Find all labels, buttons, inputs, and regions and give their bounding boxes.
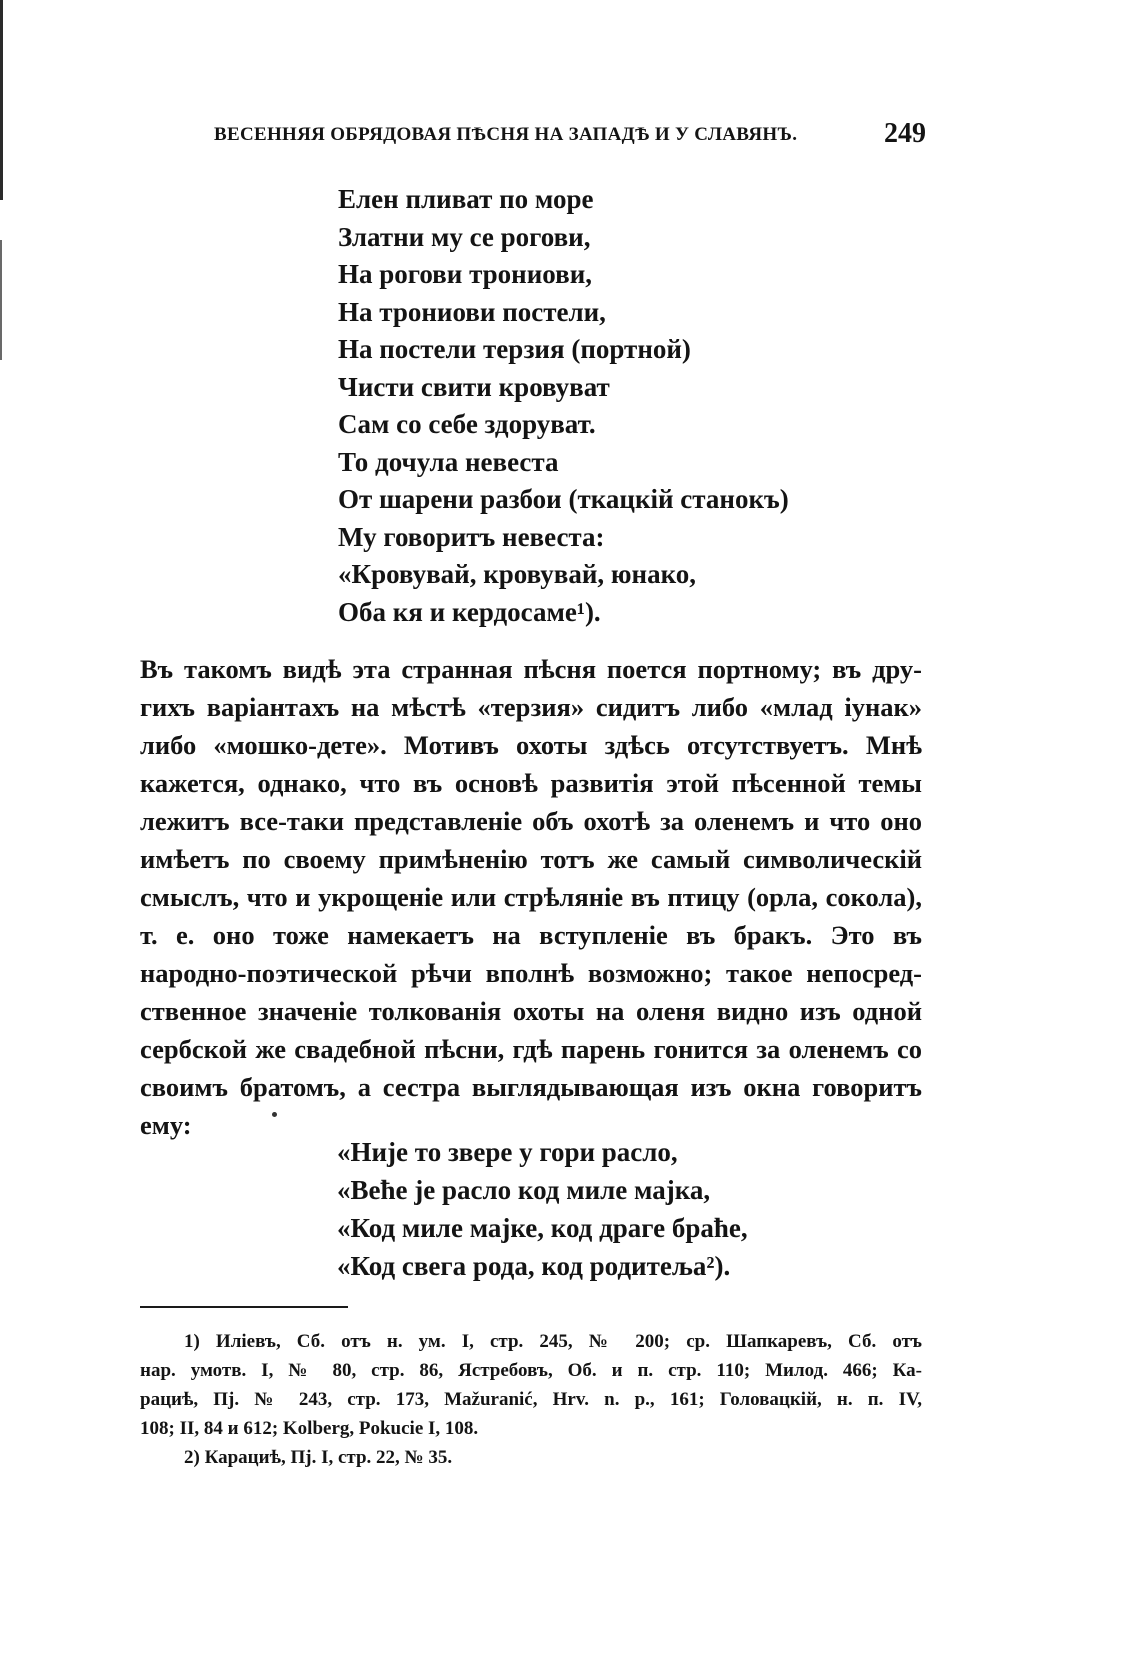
verse-line: «Веће је расло код миле мајка, bbox=[337, 1175, 711, 1205]
verse-line: Му говоритъ невеста: bbox=[338, 521, 605, 552]
verse-line: На рогови трониови, bbox=[338, 259, 593, 289]
verse-line: От шарени разбои (ткацкій станокъ) bbox=[338, 484, 789, 514]
footnote-line: нар. умотв. I, № 80, стр. 86, Ястребовъ, Об. и п. стр. 110; Милод. 466; Ка- bbox=[140, 1360, 922, 1381]
page-edge-mark bbox=[0, 0, 3, 200]
footnote-line: рациѣ, Пј. № 243, стр. 173, Mažuranić, Hrv. n. p., 161; Головацкій, н. п. IV, bbox=[140, 1389, 922, 1410]
paragraph-line: т. е. оно тоже намекаетъ на вступленіе въ бракъ. Это въ bbox=[140, 920, 922, 950]
verse-line: Сам со себе здоруват. bbox=[338, 409, 596, 439]
verse-block-2 bbox=[337, 1133, 748, 1285]
paragraph-line: гихъ варіантахъ на мѣстѣ «терзия» сидитъ либо «млад іунак» bbox=[140, 692, 922, 722]
paragraph-line: ственное значеніе толкованія охоты на оленя видно изъ одной bbox=[140, 996, 922, 1026]
paragraph-line: народно-поэтической рѣчи вполнѣ возможно; такое непосред- bbox=[140, 958, 922, 988]
paragraph-line: имѣетъ по своему примѣненію тотъ же самый символическій bbox=[140, 844, 922, 874]
verse-line: То дочула невеста bbox=[338, 446, 559, 477]
page-header bbox=[214, 118, 926, 158]
verse-line: «Није то звере у гори расло, bbox=[337, 1137, 678, 1167]
paragraph-line: либо «мошко-дете». Мотивъ охоты здѣсь отсутствуетъ. Мнѣ bbox=[140, 730, 922, 760]
verse-line: Чисти свити кровуват bbox=[338, 371, 610, 402]
footnote-line: 108; II, 84 и 612; Kolberg, Pokucie I, 108. bbox=[140, 1418, 479, 1439]
paragraph-line: сербской же свадебной пѣсни, гдѣ парень гонится за оленемъ со bbox=[140, 1034, 922, 1064]
verse-line: На постели терзия (портной) bbox=[338, 334, 691, 364]
verse-line: Елен пливат по море bbox=[338, 184, 594, 214]
verse-line: На трониови постели, bbox=[338, 296, 606, 327]
verse-line: «Кровувай, кровувай, юнако, bbox=[338, 559, 697, 589]
footnote-divider bbox=[140, 1306, 348, 1308]
verse-line: «Код свега рода, код родитеља²). bbox=[337, 1251, 731, 1281]
verse-line: Златни му се рогови, bbox=[338, 221, 591, 252]
running-title: ВЕСЕННЯЯ ОБРЯДОВАЯ ПѢСНЯ НА ЗАПАДѢ И У СЛАВЯНЪ. bbox=[214, 124, 798, 145]
footnotes bbox=[140, 1327, 922, 1472]
body-paragraph bbox=[140, 650, 922, 1144]
paragraph-line: лежитъ все-таки представленіе объ охотѣ за оленемъ и что оно bbox=[140, 806, 922, 836]
print-speck bbox=[272, 1112, 277, 1117]
verse-block-1 bbox=[338, 181, 789, 631]
footnote-line: 1) Иліевъ, Сб. отъ н. ум. I, стр. 245, № 200; ср. Шапкаревъ, Сб. отъ bbox=[184, 1331, 922, 1352]
footnote-line: 2) Карациѣ, Пј. I, стр. 22, № 35. bbox=[184, 1447, 453, 1468]
verse-line: Оба кя и кердосаме¹). bbox=[338, 596, 601, 627]
page-edge-mark bbox=[0, 240, 2, 360]
paragraph-line: Въ такомъ видѣ эта странная пѣсня поется портному; въ дру- bbox=[140, 654, 922, 684]
page-number: 249 bbox=[884, 118, 926, 149]
verse-line: «Код миле мајке, код драге браће, bbox=[337, 1213, 748, 1243]
paragraph-line: ему: bbox=[140, 1110, 192, 1140]
paragraph-line: смыслъ, что и укрощеніе или стрѣляніе въ птицу (орла, сокола), bbox=[140, 882, 922, 912]
paragraph-line: своимъ братомъ, а сестра выглядывающая изъ окна говоритъ bbox=[140, 1072, 922, 1102]
paragraph-line: кажется, однако, что въ основѣ развитія этой пѣсенной темы bbox=[140, 768, 922, 798]
